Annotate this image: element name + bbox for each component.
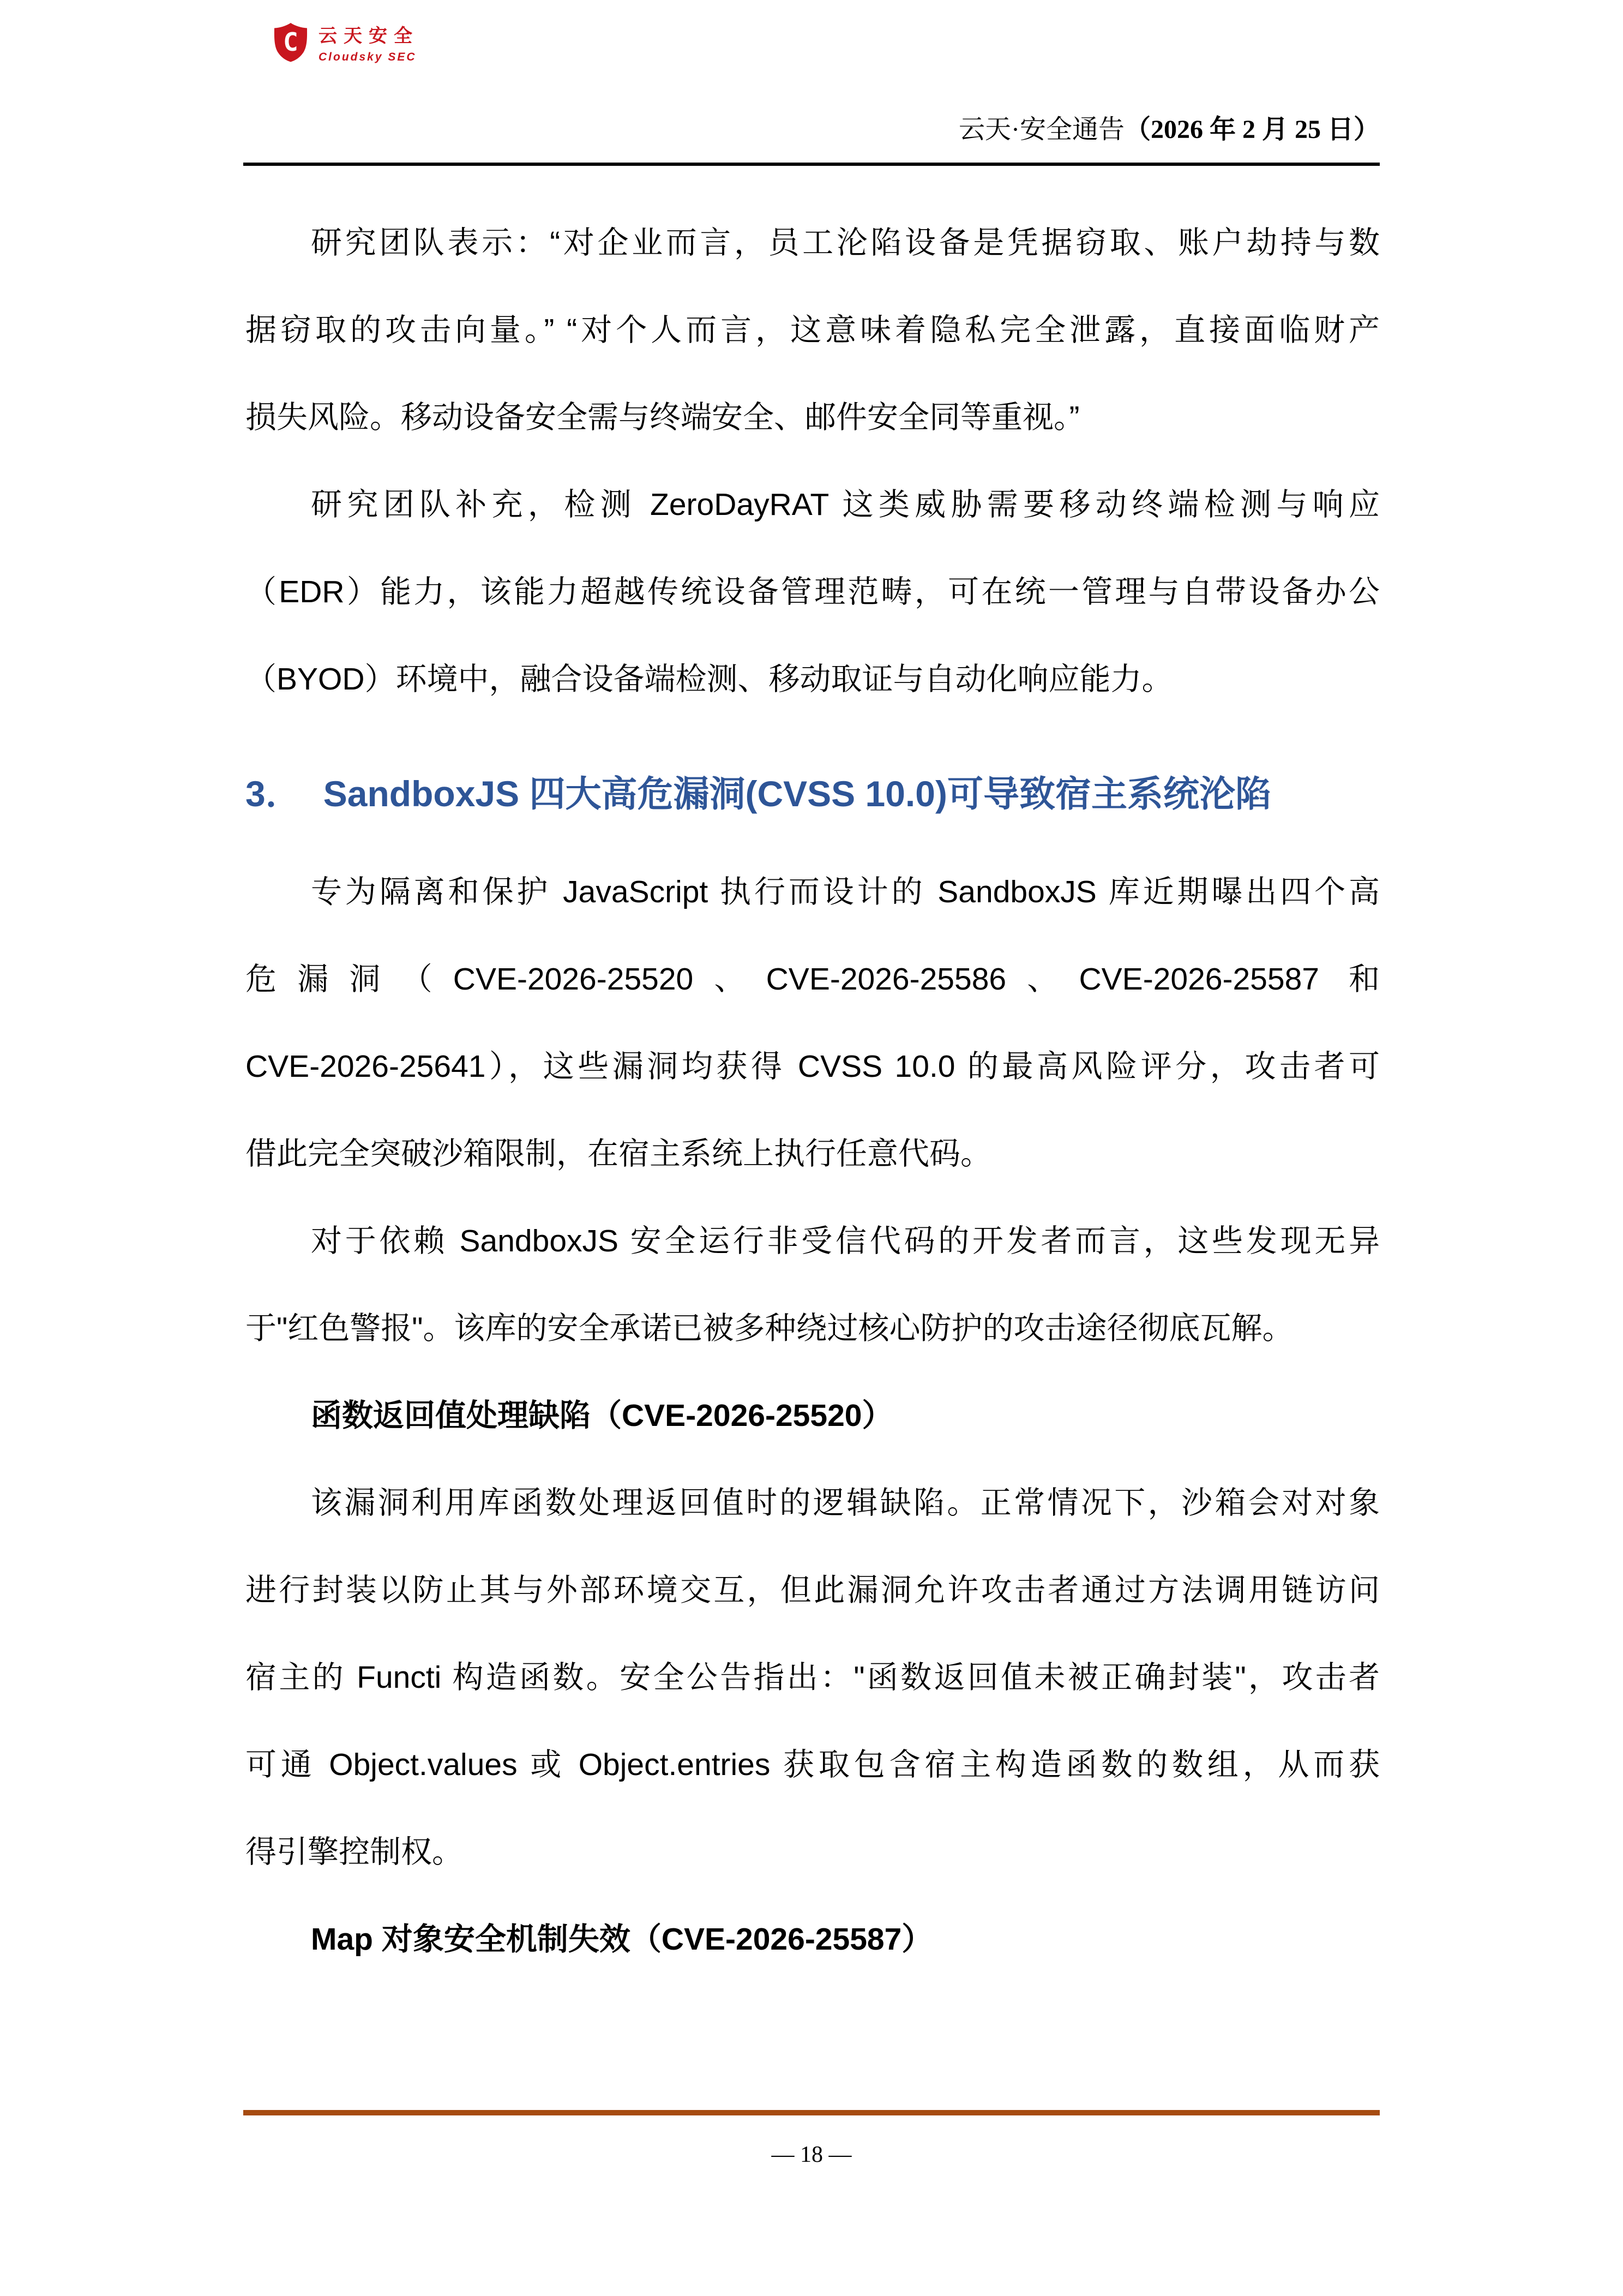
header-title-date: （2026 年 2 月 25 日） bbox=[1124, 115, 1380, 144]
header-rule bbox=[243, 163, 1380, 166]
body-line: 宿主的 Functi 构造函数。安全公告指出："函数返回值未被正确封装"，攻击者 bbox=[245, 1660, 1380, 1695]
body-line: 可通 Object.values 或 Object.entries 获取包含宿主构造函数的数组，从而获 bbox=[245, 1747, 1380, 1782]
body-line: （EDR）能力，该能力超越传统设备管理范畴，可在统一管理与自带设备办公 bbox=[245, 574, 1380, 609]
section-number: 3． bbox=[245, 774, 302, 814]
logo-text-block bbox=[318, 22, 419, 65]
page-number: — 18 — bbox=[771, 2142, 852, 2167]
document-header-title bbox=[243, 115, 1380, 145]
header-title-text: 云天·安全通告 bbox=[958, 115, 1125, 144]
page-header bbox=[243, 0, 1380, 185]
shield-logo-icon bbox=[273, 22, 309, 63]
document-body bbox=[245, 199, 1380, 1983]
body-line: 损失风险。移动设备安全需与终端安全、邮件安全同等重视。” bbox=[245, 400, 1080, 435]
body-line: 研究团队表示：“对企业而言，员工沦陷设备是凭据窃取、账户劫持与数 bbox=[311, 225, 1380, 260]
body-line: 据窃取的攻击向量。” “对个人而言，这意味着隐私完全泄露，直接面临财产 bbox=[245, 313, 1380, 347]
body-line: 于"红色警报"。该库的安全承诺已被多种绕过核心防护的攻击途径彻底瓦解。 bbox=[245, 1311, 1294, 1346]
section-heading-3 bbox=[245, 739, 1380, 848]
brand-name-cn: 云天安全 bbox=[318, 26, 419, 46]
footer-rule bbox=[243, 2110, 1380, 2115]
body-line: 专为隔离和保护 JavaScript 执行而设计的 SandboxJS 库近期曝出四个高 bbox=[311, 874, 1380, 909]
body-line: CVE-2026-25641），这些漏洞均获得 CVSS 10.0 的最高风险评分，攻击者可 bbox=[245, 1049, 1380, 1084]
body-line: 得引擎控制权。 bbox=[245, 1835, 463, 1869]
paragraph-3 bbox=[245, 848, 1380, 1197]
subheading-cve-2026-25520: 函数返回值处理缺陷（CVE-2026-25520） bbox=[311, 1398, 893, 1433]
body-line: 危漏洞（CVE-2026-25520、CVE-2026-25586、CVE-2026-25587 和 bbox=[245, 962, 1380, 997]
paragraph-1 bbox=[245, 199, 1380, 461]
brand-name-en: Cloudsky SEC bbox=[318, 51, 417, 63]
body-line: 研究团队补充，检测 ZeroDayRAT 这类威胁需要移动终端检测与响应 bbox=[311, 487, 1380, 522]
svg-text:C: C bbox=[283, 27, 298, 57]
body-line: （BYOD）环境中，融合设备端检测、移动取证与自动化响应能力。 bbox=[245, 662, 1173, 697]
subheading-cve-2026-25587: Map 对象安全机制失效（CVE-2026-25587） bbox=[311, 1922, 933, 1957]
paragraph-5 bbox=[245, 1459, 1380, 1896]
company-logo bbox=[273, 22, 419, 65]
paragraph-4 bbox=[245, 1197, 1380, 1372]
body-line: 对于依赖 SandboxJS 安全运行非受信代码的开发者而言，这些发现无异 bbox=[311, 1224, 1380, 1258]
section-title: SandboxJS 四大高危漏洞(CVSS 10.0)可导致宿主系统沦陷 bbox=[323, 774, 1271, 814]
paragraph-2 bbox=[245, 461, 1380, 723]
body-line: 该漏洞利用库函数处理返回值时的逻辑缺陷。正常情况下，沙箱会对对象 bbox=[311, 1485, 1380, 1520]
body-line: 借此完全突破沙箱限制，在宿主系统上执行任意代码。 bbox=[245, 1136, 991, 1171]
body-line: 进行封装以防止其与外部环境交互，但此漏洞允许攻击者通过方法调用链访问 bbox=[245, 1573, 1380, 1608]
